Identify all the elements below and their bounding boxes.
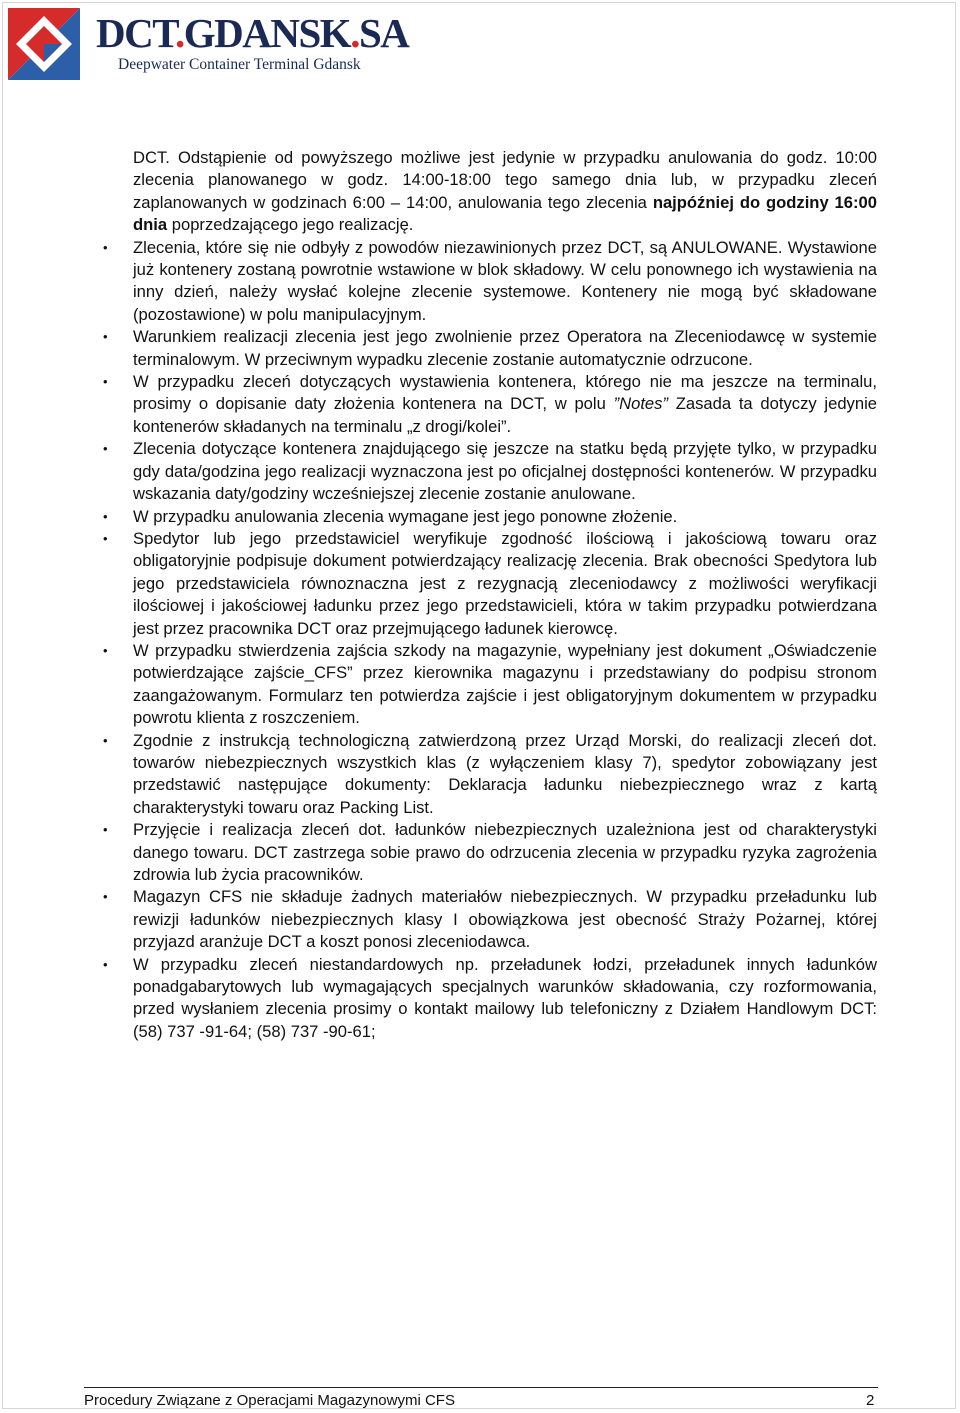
intro-text-a: DCT. Odstąpienie od powyższego możliwe jest jedynie w przypadku anulowania do godz. 10:00 zlecenia planowanego w godz. 14:00-18:00 tego samego dnia lub, w przypadku zleceń zaplanowanych w godzinach 6:00 – 14:00, anulowania tego zlecenia <box>133 148 877 212</box>
intro-bold-text: najpóźniej do godziny 16:00 dnia <box>133 192 877 235</box>
list-item-text: Przyjęcie i realizacja zleceń dot. ładunków niebezpiecznych uzależniona jest od charakterystyki danego towaru. DCT zastrzega sobie prawo do odrzucenia zlecenia w przypadku ryzyka zagrożenia zdrowia lub życia pracowników. <box>133 820 877 884</box>
list-item-text: W przypadku zleceń niestandardowych np. przeładunek łodzi, przeładunek innych ładunków ponadgabarytowych lub wymagających specjalnych warunków składowania, czy rozformowania, przed wysłaniem zlecenia prosimy o kontakt mailowy lub telefoniczny z Działem Handlowym DCT: (58) 737 -91-64; (58) 737 -90-61; <box>133 954 877 1041</box>
brand-name-part: DCT <box>96 10 176 56</box>
list-item <box>103 730 877 820</box>
list-item-text: Warunkiem realizacji zlecenia jest jego zwolnienie przez Operatora na Zleceniodawcę w systemie terminalowym. W przeciwnym wypadku zlecenie zostanie automatycznie odrzucone. <box>133 327 877 369</box>
bullet-icon: • <box>103 329 108 345</box>
list-item-text: W przypadku zleceń dotyczących wystawienia kontenera, którego nie ma jeszcze na terminalu, prosimy o dopisanie daty złożenia kontenera na DCT, w polu <box>133 372 877 414</box>
list-item-text: Spedytor lub jego przedstawiciel weryfikuje zgodność ilościową i jakościową towaru oraz obligatoryjnie podpisuje dokument potwierdzający realizację zlecenia. Brak obecności Spedytora lub jego przedstawiciela równoznaczna jest z rezygnacją zleceniodawcy z możliwości weryfikacji ilościowej i jakościowej ładunku przez jego przedstawicieli, która w takim przypadku potwierdzana jest przez pracownika DCT oraz przejmującego ładunek kierowcę. <box>133 528 877 638</box>
list-item-text: Zgodnie z instrukcją technologiczną zatwierdzoną przez Urząd Morski, do realizacji zleceń dot. towarów niebezpiecznych wszystkich klas (z wyłączeniem klasy 7), spedytor zobowiązany jest przedstawić następujące dokumenty: Deklaracja ładunku niebezpiecznego wraz z kartą charakterystyki towaru oraz Packing List. <box>133 730 877 817</box>
list-item-text: Zlecenia, które się nie odbyły z powodów niezawinionych przez DCT, są ANULOWANE. Wystawione już kontenery zostaną powrotnie wstawione w blok składowy. W celu ponownego ich wystawienia na inny dzień, należy wysłać kolejne zlecenie systemowe. Kontenery nie mogą być składowane (pozostawione) w polu manipulacyjnym. <box>133 237 877 324</box>
bullet-icon: • <box>103 956 108 972</box>
bullet-icon: • <box>103 508 108 524</box>
bullet-icon: • <box>103 732 108 748</box>
logo-icon <box>8 8 80 80</box>
list-item-text: W przypadku anulowania zlecenia wymagane jest jego ponowne złożenie. <box>133 506 678 526</box>
list-item-text: Zasada ta dotyczy jedynie kontenerów składanych na terminalu „z drogi/kolei”. <box>133 394 878 436</box>
brand-suffix: SA <box>358 10 409 56</box>
rules-list <box>103 237 878 1044</box>
document-body <box>103 147 878 1043</box>
bullet-icon: • <box>103 642 108 658</box>
footer-divider <box>84 1387 878 1388</box>
list-item <box>103 640 877 730</box>
bullet-icon: • <box>103 889 108 905</box>
list-item <box>103 438 877 505</box>
page-number: 2 <box>866 1392 875 1409</box>
brand-dot: . <box>175 10 184 56</box>
list-item <box>103 326 877 371</box>
brand-dot-2: . <box>350 10 359 56</box>
list-item-text: Magazyn CFS nie składuje żadnych materiałów niebezpiecznych. W przypadku przeładunku lub rewizji ładunków niebezpiecznych klasy I obowiązkowa jest obecność Straży Pożarnej, której przyjazd aranżuje DCT a koszt ponosi zleceniodawca. <box>133 887 877 952</box>
list-item <box>103 237 877 327</box>
list-item <box>103 954 877 1044</box>
company-logo <box>8 8 80 80</box>
list-item <box>103 371 878 438</box>
bullet-icon: • <box>103 822 108 838</box>
brand-name <box>96 10 408 56</box>
list-item <box>103 506 877 528</box>
brand-domain: GDANSK <box>183 10 351 56</box>
bullet-icon: • <box>103 441 108 457</box>
bullet-icon: • <box>103 530 108 546</box>
intro-text-b: poprzedzającego jego realizację. <box>167 215 414 235</box>
list-item <box>103 819 877 886</box>
bullet-icon: • <box>103 374 108 390</box>
list-item-text: W przypadku stwierdzenia zajścia szkody na magazynie, wypełniany jest dokument „Oświadczenie potwierdzające zajście_CFS” przez kierownika magazynu i przedstawiany do podpisu stronom zaangażowanym. Formularz ten potwierdza zajście i jest obligatoryjnym dokumentem w przypadku powrotu klienta z roszczeniem. <box>133 640 877 728</box>
list-item <box>103 886 877 953</box>
footer-title: Procedury Związane z Operacjami Magazynowymi CFS <box>84 1392 455 1409</box>
list-item-text: Zlecenia dotyczące kontenera znajdującego się jeszcze na statku będą przyjęte tylko, w przypadku gdy data/godzina jego realizacji wyznaczona jest po oficjalnej dostępności kontenerów. W przypadku wskazania daty/godziny wcześniejszej zlecenie zostanie anulowane. <box>133 439 877 504</box>
brand-tagline: Deepwater Container Terminal Gdansk <box>118 56 361 73</box>
intro-paragraph <box>133 147 877 237</box>
bullet-icon: • <box>103 239 108 255</box>
notes-field-name: ”Notes” <box>613 394 668 414</box>
list-item <box>103 528 877 640</box>
